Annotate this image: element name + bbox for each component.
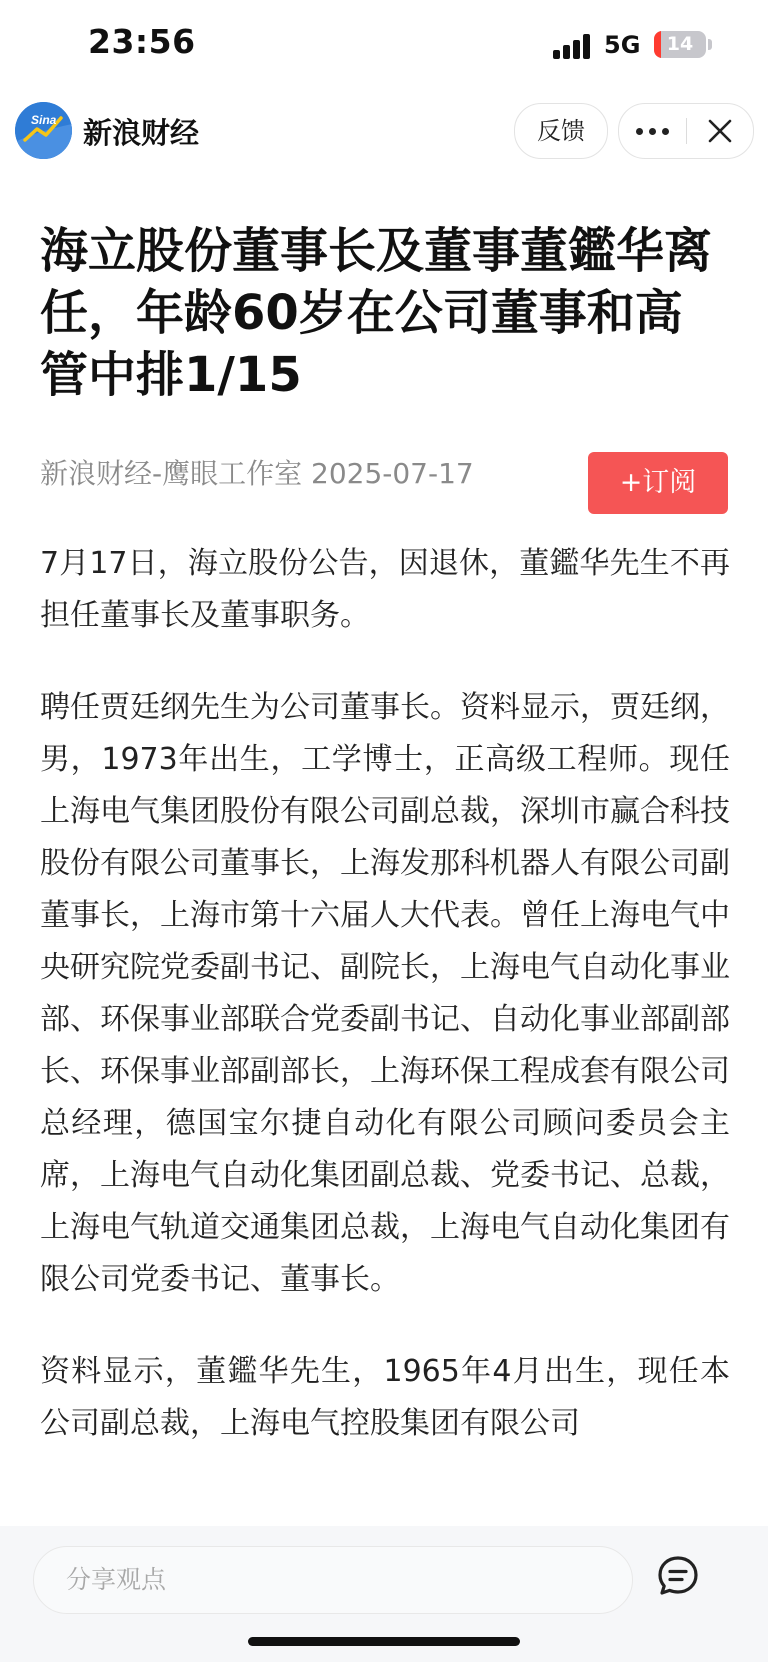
status-time: 23:56 [88, 22, 196, 61]
battery-icon [654, 31, 706, 58]
battery-cap [708, 39, 712, 50]
article-title: 海立股份董事长及董事董鑑华离任，年龄60岁在公司董事和高管中排1/15 [40, 223, 713, 403]
status-bar [0, 0, 768, 92]
article-paragraph: 7月17日，海立股份公告，因退休，董鑑华先生不再担任董事长及董事职务。 [40, 546, 730, 633]
battery-level: 14 [666, 33, 694, 55]
feedback-button[interactable]: 反馈 [514, 103, 608, 159]
mini-program-capsule [618, 103, 754, 159]
signal-strength-icon [553, 33, 593, 59]
article-paragraph: 资料显示，董鑑华先生，1965年4月出生，现任本公司副总裁，上海电气控股集团有限公司 [40, 1354, 730, 1441]
article-paragraph: 聘任贾廷纲先生为公司董事长。资料显示，贾廷纲，男，1973年出生，工学博士，正高级工程师。现任上海电气集团股份有限公司副总裁，深圳市赢合科技股份有限公司董事长，上海发那科机器人有限公司副董事长，上海市第十六届人大代表。曾任上海电气中央研究院党委副书记、副院长，上海电气自动化事业部、环保事业部联合党委副书记、自动化事业部副部长、环保事业部副部长，上海环保工程成套有限公司总经理，德国宝尔捷自动化有限公司顾问委员会主席，上海电气自动化集团副总裁、党委书记、总裁，上海电气轨道交通集团总裁，上海电气自动化集团有限公司党委书记、董事长。 [40, 690, 730, 1297]
chat-bubble-icon[interactable] [656, 1554, 700, 1598]
subscribe-button[interactable]: +订阅 [588, 452, 728, 514]
comment-input[interactable]: 分享观点 [33, 1546, 633, 1614]
article-source-date: 新浪财经-鹰眼工作室 2025-07-17 [40, 457, 474, 490]
article-meta-row [40, 452, 730, 516]
sina-logo-icon [15, 102, 72, 159]
logo-text: Sina [31, 113, 57, 127]
more-dots-icon[interactable] [619, 104, 686, 158]
bottom-comment-bar [0, 1526, 768, 1662]
app-header [0, 92, 768, 172]
app-name: 新浪财经 [83, 116, 200, 150]
home-indicator[interactable] [248, 1637, 520, 1646]
article-body [40, 538, 730, 1490]
network-type: 5G [604, 31, 641, 59]
close-icon[interactable] [687, 104, 753, 158]
